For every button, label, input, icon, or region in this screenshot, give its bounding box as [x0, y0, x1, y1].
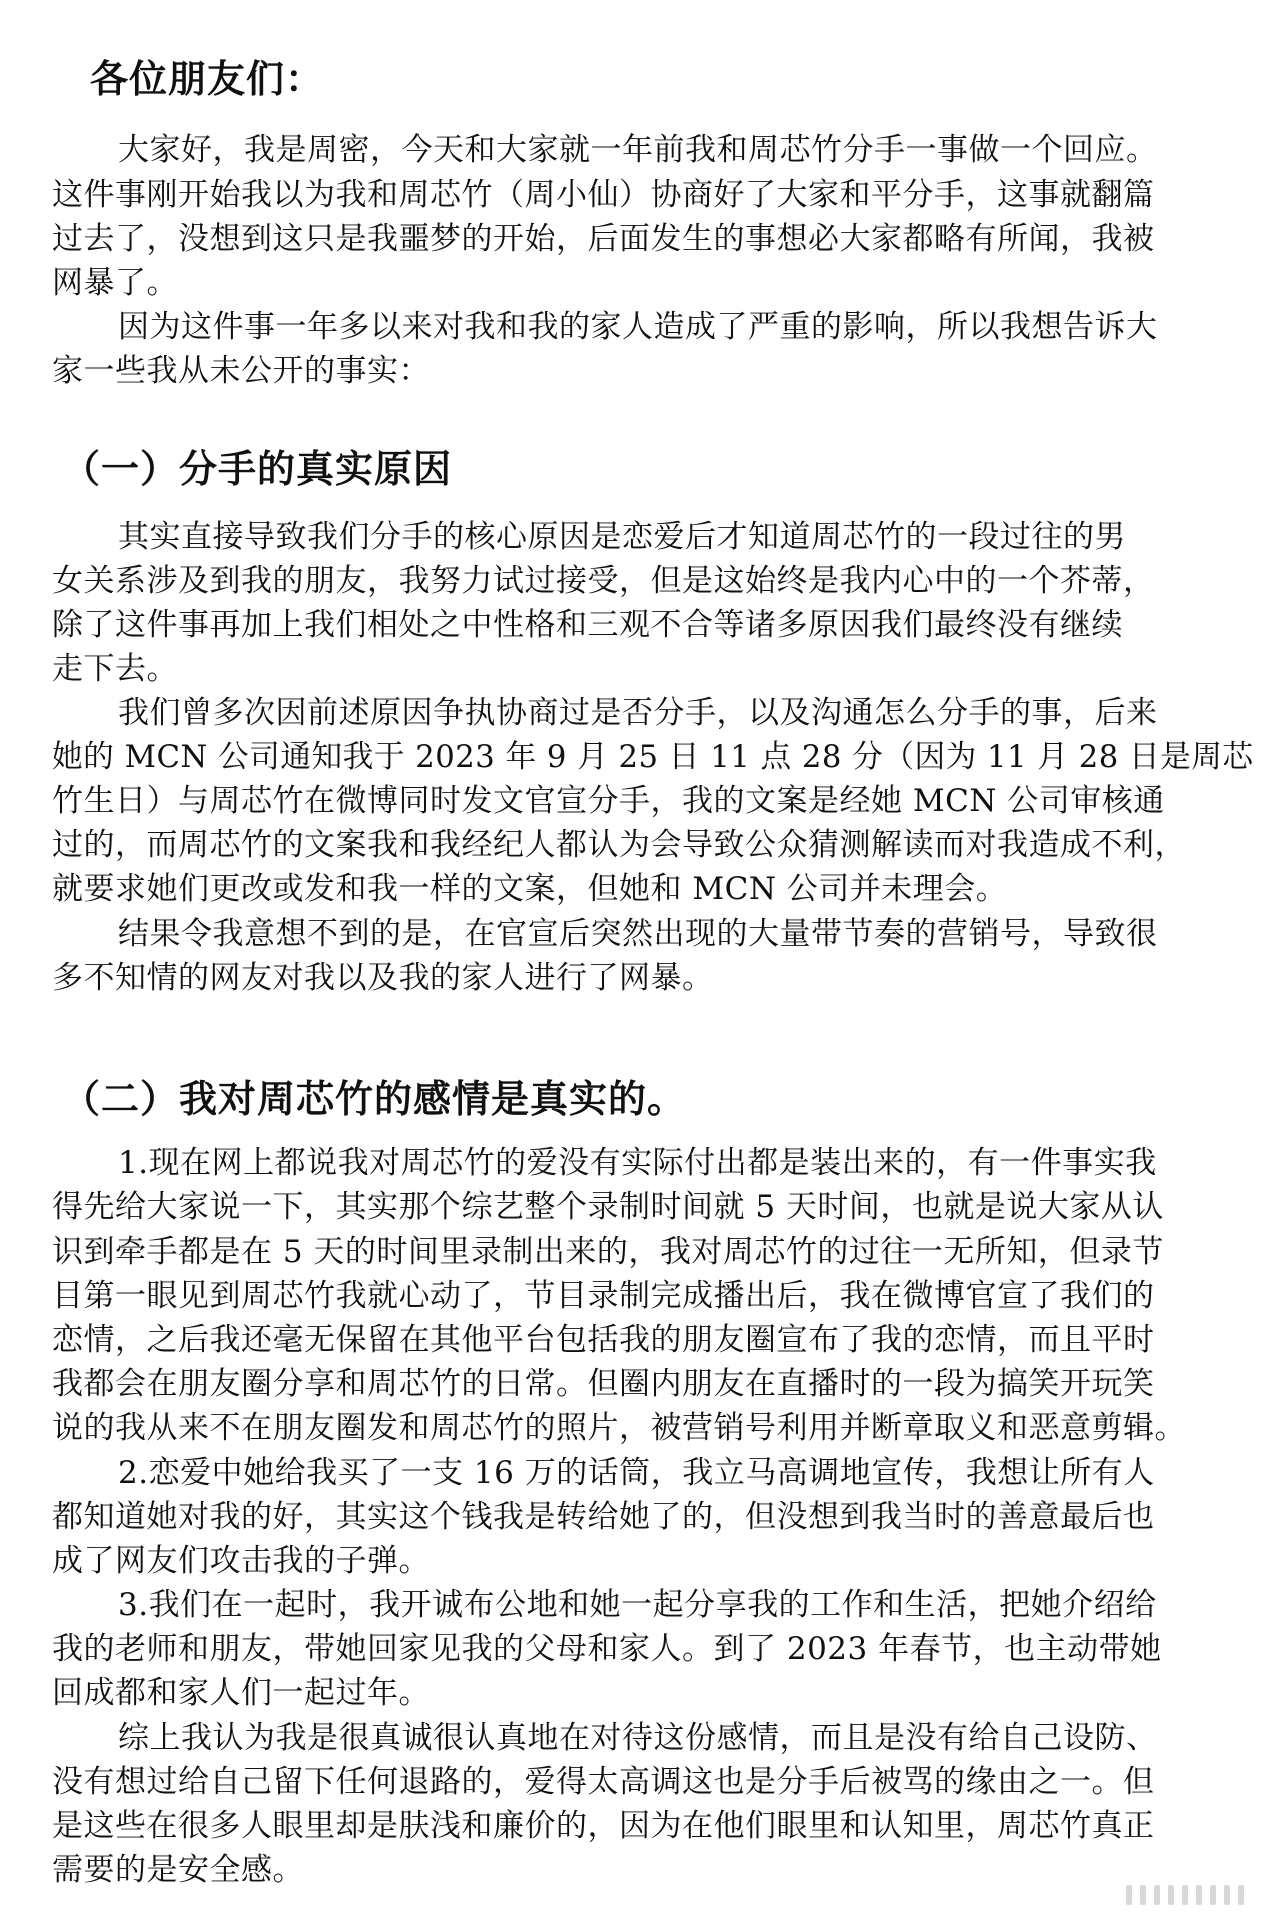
text-line: 综上我认为我是很真诚很认真地在对待这份感情，而且是没有给自己设防、 [118, 1720, 1158, 1756]
text-line: 结果令我意想不到的是，在官宣后突然出现的大量带节奏的营销号，导致很 [118, 916, 1158, 952]
watermark-mark [1126, 1885, 1244, 1905]
text-line: 过去了，没想到这只是我噩梦的开始，后面发生的事想必大家都略有所闻，我被 [52, 221, 1155, 257]
text-line: 我们曾多次因前述原因争执协商过是否分手，以及沟通怎么分手的事，后来 [118, 695, 1158, 731]
text-line: 女关系涉及到我的朋友，我努力试过接受，但是这始终是我内心中的一个芥蒂， [52, 563, 1155, 599]
text-line: 她的 MCN 公司通知我于 2023 年 9 月 25 日 11 点 28 分（因为 11 月 28 日是周芯 [52, 739, 1254, 775]
greeting: 各位朋友们： [90, 57, 325, 101]
section-1-title: （一）分手的真实原因 [62, 447, 453, 491]
text-line: 说的我从来不在朋友圈发和周芯竹的照片，被营销号利用并断章取义和恶意剪辑。 [52, 1410, 1186, 1446]
text-line: 这件事刚开始我以为我和周芯竹（周小仙）协商好了大家和平分手，这事就翻篇 [52, 177, 1155, 213]
text-line: 没有想过给自己留下任何退路的，爱得太高调这也是分手后被骂的缘由之一。但 [52, 1764, 1155, 1800]
text-line: 回成都和家人们一起过年。 [52, 1675, 430, 1711]
text-line: 家一些我从未公开的事实： [52, 353, 430, 389]
text-line: 成了网友们攻击我的子弹。 [52, 1543, 430, 1579]
text-line: 2.恋爱中她给我买了一支 16 万的话筒，我立马高调地宣传，我想让所有人 [118, 1455, 1155, 1491]
text-line: 3.我们在一起时，我开诚布公地和她一起分享我的工作和生活，把她介绍给 [118, 1587, 1157, 1623]
text-line: 是这些在很多人眼里却是肤浅和廉价的，因为在他们眼里和认知里，周芯竹真正 [52, 1808, 1155, 1844]
text-line: 多不知情的网友对我以及我的家人进行了网暴。 [52, 960, 714, 996]
text-line: 就要求她们更改或发和我一样的文案，但她和 MCN 公司并未理会。 [52, 871, 1008, 907]
section-2-title: （二）我对周芯竹的感情是真实的。 [62, 1077, 687, 1121]
text-line: 走下去。 [52, 651, 178, 687]
text-line: 目第一眼见到周芯竹我就心动了，节目录制完成播出后，我在微博官宣了我们的 [52, 1278, 1155, 1314]
text-line: 都知道她对我的好，其实这个钱我是转给她了的，但没想到我当时的善意最后也 [52, 1499, 1155, 1535]
text-line: 我都会在朋友圈分享和周芯竹的日常。但圈内朋友在直播时的一段为搞笑开玩笑 [52, 1366, 1155, 1402]
text-line: 过的，而周芯竹的文案我和我经纪人都认为会导致公众猜测解读而对我造成不利， [52, 827, 1186, 863]
text-line: 得先给大家说一下，其实那个综艺整个录制时间就 5 天时间，也就是说大家从认 [52, 1189, 1164, 1225]
text-line: 识到牵手都是在 5 天的时间里录制出来的，我对周芯竹的过往一无所知，但录节 [52, 1234, 1164, 1270]
text-line: 大家好，我是周密，今天和大家就一年前我和周芯竹分手一事做一个回应。 [118, 132, 1158, 168]
text-line: 除了这件事再加上我们相处之中性格和三观不合等诸多原因我们最终没有继续 [52, 607, 1123, 643]
text-line: 网暴了。 [52, 265, 178, 301]
text-line: 其实直接导致我们分手的核心原因是恋爱后才知道周芯竹的一段过往的男 [118, 519, 1126, 555]
text-line: 需要的是安全感。 [52, 1852, 304, 1888]
text-line: 恋情，之后我还毫无保留在其他平台包括我的朋友圈宣布了我的恋情，而且平时 [52, 1322, 1155, 1358]
text-line: 1.现在网上都说我对周芯竹的爱没有实际付出都是装出来的，有一件事实我 [118, 1145, 1157, 1181]
text-line: 我的老师和朋友，带她回家见我的父母和家人。到了 2023 年春节，也主动带她 [52, 1631, 1162, 1667]
text-line: 因为这件事一年多以来对我和我的家人造成了严重的影响，所以我想告诉大 [118, 309, 1158, 345]
text-line: 竹生日）与周芯竹在微博同时发文官宣分手，我的文案是经她 MCN 公司审核通 [52, 783, 1165, 819]
